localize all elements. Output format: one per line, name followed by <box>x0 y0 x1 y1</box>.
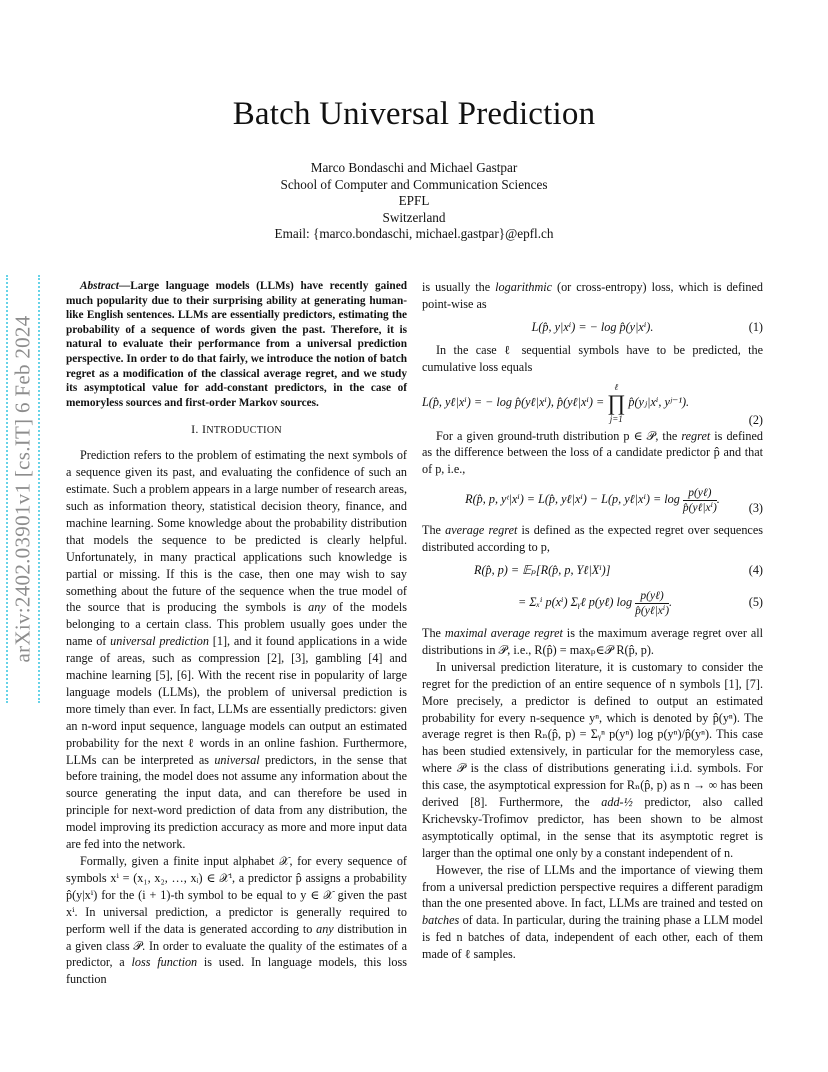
equation-3: R(p̂, p, yᵗ|xⁱ) = L(p̂, yℓ|xⁱ) − L(p, yℓ|xⁱ) = log $\frac{\text{p(yℓ)}}{\text{p̂(yℓ|xⁱ)}}$ . (3) <box>422 482 763 516</box>
author-block <box>0 160 828 243</box>
equation-3-number: (3) <box>748 501 763 516</box>
section-title-rest: NTRODUCTION <box>206 425 282 437</box>
author-affiliation: School of Computer and Communication Sciences <box>280 176 548 192</box>
paper-title: Batch Universal Prediction <box>232 96 596 132</box>
equation-2-right: p̂(yⱼ|xⁱ, yʲ⁻¹). <box>628 394 690 409</box>
author-country: Switzerland <box>382 209 446 225</box>
author-institution: EPFL <box>398 193 430 208</box>
equation-2 <box>422 381 763 427</box>
cumulative-loss-paragraph: In the case ℓ sequential symbols have to be predicted, the cumulative loss equals <box>422 342 763 374</box>
equation-1 <box>422 319 763 336</box>
equation-5-fraction: $\frac{\text{p(yℓ)}}{\text{p̂(yℓ|xⁱ)}}$ <box>635 589 670 617</box>
section-numeral: I. <box>191 422 199 437</box>
abstract <box>66 279 407 410</box>
literature-paragraph: In universal prediction literature, it is customary to consider the regret for the prediction of an entire sequence of n symbols [1], [7]. More precisely, a predictor is defined to output an estimated probability for every n-sequence yⁿ, which is denoted by p̂(yⁿ). The average regret is then Rₙ(p̂, p) = Σᵧⁿ p(yⁿ) log p(yⁿ)/p̂(yⁿ). This case has been studied extensively, in particular for the memoryless case, where 𝒫 is the class of distributions generating i.i.d. symbols. For this case, the asymptotical expression for Rₙ(p̂, p) as n → ∞ has been derived [8]. Furthermore, the add-½ predictor, also called Krichevsky-Trofimov predictor, has been shown to be almost asymptotically optimal, in the sense that its asymptotic regret is larger than the optimal one only by a constant independent of n. <box>422 659 763 860</box>
equation-1-number: (1) <box>748 319 763 334</box>
section-initial: I <box>202 422 207 437</box>
intro-paragraph-2: Formally, given a finite input alphabet 𝒳, for every sequence of symbols xⁱ = (x₁, x₂, …, xᵢ) ∈ 𝒳ⁱ, a predictor p̂ assigns a probability p̂(y|xⁱ) for the (i + 1)-th symbol to be equal to y ∈ 𝒳 given the past xⁱ. In universal prediction, a predictor is generally required to perform well if the data is generated according to any distribution in a given class 𝒫. In order to evaluate the quality of the estimates of a predictor, a loss function is used. In language models, this loss function <box>66 854 408 987</box>
loss-intro-paragraph: is usually the logarithmic (or cross-entropy) loss, which is defined point-wise as <box>422 280 763 311</box>
equation-2-number: (2) <box>748 412 763 427</box>
arxiv-identifier-text: arXiv:2402.03901v1 [cs.IT] 6 Feb 2024 <box>10 315 35 663</box>
right-column <box>422 279 763 963</box>
maximal-regret-paragraph: The maximal average regret is the maximum average regret over all distributions in 𝒫, i.e., R(p̂) = maxₚ∈𝒫 R(p̂, p). <box>422 625 764 657</box>
regret-definition-paragraph: For a given ground-truth distribution p ∈ 𝒫, the regret is defined as the difference between the loss of a candidate predictor p̂ and that of p, i.e., <box>422 428 763 477</box>
product-operator: ℓ ∏ j=1 <box>607 381 626 424</box>
equation-5-left: = Σₓⁱ p(xⁱ) Σᵧℓ p(yℓ) log <box>518 594 633 609</box>
author-email: Email: {marco.bondaschi, michael.gastpar}@epfl.ch <box>274 226 554 241</box>
abstract-lead: Abstract <box>80 280 119 292</box>
equation-4-number: (4) <box>748 563 763 578</box>
section-heading-introduction <box>66 421 407 440</box>
batch-paragraph: However, the rise of LLMs and the importance of viewing them from a universal prediction perspective requires a different paradigm than the one presented above. In fact, LLMs are trained and tested on batches of data. In particular, during the training phase a LLM model is fed n batches of data, independent of each other, each of them made of ℓ samples. <box>422 862 763 962</box>
left-column <box>66 279 407 988</box>
intro-paragraph-1: Prediction refers to the problem of estimating the next symbols of a sequence given its past, and evaluating the confidence of such an estimate. Such a problem appears in a large number of research areas, such as information theory, statistical decision theory, finance, and machine learning. Some knowledge about the probability distribution that models the sequence to be predicted is clearly helpful. Unfortunately, in many practical applications such knowledge is partial or missing. If this is the case, then one may wish to say something about the future of the sequence when the true model of the source that is producing the symbols is any of the models belonging to a certain class. This problem usually goes under the name of universal prediction [1], and it found applications in a wide range of areas, such as compression [2], [3], gambling [4] and machine learning [5], [6]. With the recent rise in popularity of large language models (LLMs), the problem of universal prediction is more timely than ever. In fact, LLMs are essentially predictors: given an n-word input sequence, language models can output an estimated probability for the next ℓ words in an online fashion. Furthermore, LLMs can be interpreted as universal predictors, in the sense that before training, the model does not assume any information about the source generating the input data, and can therefore be used in principle for next-word prediction of data from any distribution, the model improving its prediction accuracy as more and more input data are fed into the network. <box>66 448 408 852</box>
equation-5-number: (5) <box>748 594 763 609</box>
author-names: Marco Bondaschi and Michael Gastpar <box>310 160 518 175</box>
abstract-text: —Large language models (LLMs) have recently gained much popularity due to their surprising ability at generating human-like English sentences. LLMs are essentially predictors, estimating the probability of a sequence of words given the past. Therefore, it is natural to evaluate their performance from a universal prediction perspective. In order to do that fairly, we introduce the notion of batch regret as a modification of the classical average regret, and we study its asymptotical value for add-constant predictors, in the case of memoryless sources and first-order Markov sources. <box>66 280 407 409</box>
equation-3-fraction: $\frac{\text{p(yℓ)}}{\text{p̂(yℓ|xⁱ)}}$ <box>682 486 717 514</box>
equation-4-body: R(p̂, p) = 𝔼ₚ[R(p̂, p, Yℓ|Xⁱ)] <box>474 563 611 578</box>
equation-3-left: R(p̂, p, yᵗ|xⁱ) = L(p̂, yℓ|xⁱ) − L(p, yℓ|xⁱ) = log <box>465 492 680 507</box>
arxiv-identifier-stamp <box>6 275 40 703</box>
average-regret-paragraph: The average regret is defined as the expected regret over sequences distributed according to p, <box>422 523 763 555</box>
equation-1-body: L(p̂, y|xⁱ) = − log p̂(y|xⁱ). <box>531 319 654 334</box>
equation-5: = Σₓⁱ p(xⁱ) Σᵧℓ p(yℓ) log $\frac{\text{p(yℓ)}}{\text{p̂(yℓ|xⁱ)}}$ . (5) <box>422 585 763 619</box>
equation-2-left: L(p̂, yℓ|xⁱ) = − log p̂(yℓ|xⁱ), p̂(yℓ|xⁱ) = <box>422 394 605 409</box>
equation-4 <box>422 562 763 579</box>
